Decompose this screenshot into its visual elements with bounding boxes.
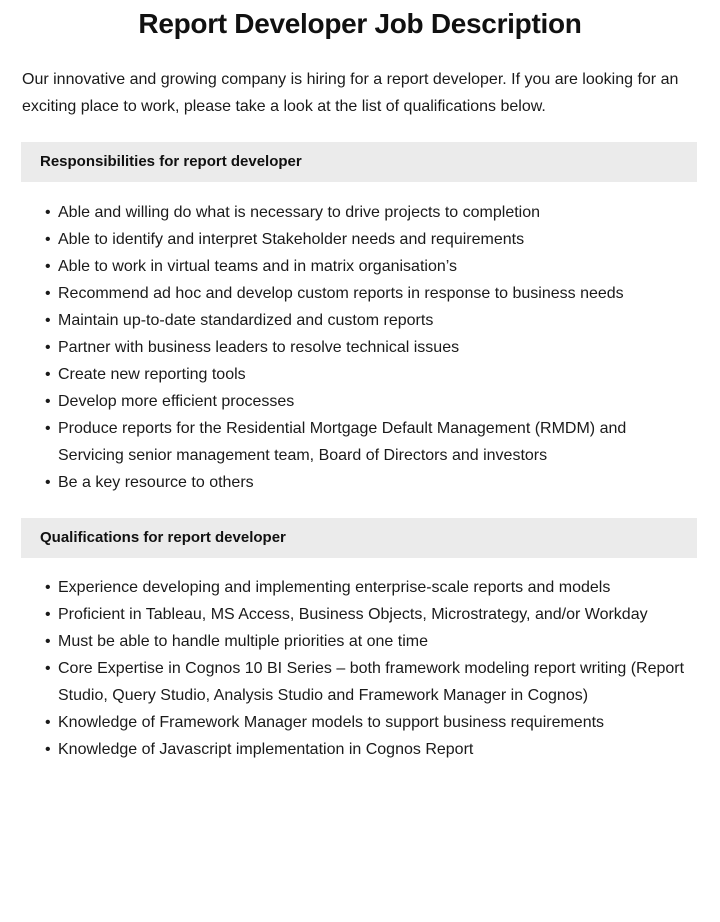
list-item: [45, 307, 696, 334]
bullet-icon: •: [45, 606, 51, 623]
list-item-label: Be a key resource to others: [58, 474, 254, 491]
qualifications-list: [0, 558, 720, 763]
bullet-icon: •: [45, 366, 51, 383]
bullet-icon: •: [45, 474, 51, 491]
bullet-icon: •: [45, 339, 51, 356]
bullet-icon: •: [45, 420, 51, 437]
list-item: [45, 736, 696, 763]
bullet-icon: •: [45, 633, 51, 650]
bullet-icon: •: [45, 204, 51, 221]
list-item: [45, 361, 696, 388]
list-item-label: Create new reporting tools: [58, 366, 246, 383]
section-header-responsibilities: [21, 142, 697, 182]
list-item-label: Experience developing and implementing enterprise-scale reports and models: [58, 579, 611, 596]
list-item-label: Produce reports for the Residential Mortgage Default Management (RMDM) and Servicing senior management team, Board of Directors and investors: [58, 420, 627, 464]
list-item-label: Recommend ad hoc and develop custom reports in response to business needs: [58, 285, 624, 302]
bullet-icon: •: [45, 312, 51, 329]
section-header-responsibilities-label: Responsibilities for report developer: [40, 153, 302, 170]
section-header-qualifications-label: Qualifications for report developer: [40, 529, 286, 546]
list-item: [45, 574, 696, 601]
bullet-icon: •: [45, 660, 51, 677]
section-responsibilities: [0, 142, 720, 496]
list-item-label: Develop more efficient processes: [58, 393, 295, 410]
list-item: [45, 280, 696, 307]
section-qualifications: [0, 518, 720, 763]
bullet-icon: •: [45, 231, 51, 248]
list-item: [45, 388, 696, 415]
responsibilities-list: [0, 182, 720, 496]
bullet-icon: •: [45, 741, 51, 758]
list-item-label: Partner with business leaders to resolve technical issues: [58, 339, 460, 356]
list-item-label: Maintain up-to-date standardized and custom reports: [58, 312, 434, 329]
list-item: [45, 655, 696, 709]
list-item: [45, 334, 696, 361]
bullet-icon: •: [45, 393, 51, 410]
intro-paragraph: Our innovative and growing company is hiring for a report developer. If you are looking for an exciting place to work, please take a look at the list of qualifications below.: [22, 71, 679, 115]
list-item-label: Able and willing do what is necessary to drive projects to completion: [58, 204, 541, 221]
list-item: [45, 199, 696, 226]
list-item: [45, 709, 696, 736]
list-item-label: Core Expertise in Cognos 10 BI Series – both framework modeling report writing (Report Studio, Query Studio, Analysis Studio and Framework Manager in Cognos): [58, 660, 685, 704]
list-item-label: Knowledge of Javascript implementation in Cognos Report: [58, 741, 474, 758]
list-item-label: Proficient in Tableau, MS Access, Business Objects, Microstrategy, and/or Workday: [58, 606, 648, 623]
bullet-icon: •: [45, 285, 51, 302]
list-item: [45, 601, 696, 628]
list-item-label: Able to work in virtual teams and in matrix organisation’s: [58, 258, 457, 275]
bullet-icon: •: [45, 714, 51, 731]
list-item: [45, 415, 696, 469]
page-title: Report Developer Job Description: [138, 8, 582, 39]
list-item: [45, 226, 696, 253]
bullet-icon: •: [45, 258, 51, 275]
list-item-label: Able to identify and interpret Stakeholder needs and requirements: [58, 231, 525, 248]
list-item: [45, 253, 696, 280]
list-item: [45, 469, 696, 496]
section-header-qualifications: [21, 518, 697, 558]
list-item-label: Must be able to handle multiple priorities at one time: [58, 633, 428, 650]
bullet-icon: •: [45, 579, 51, 596]
list-item-label: Knowledge of Framework Manager models to support business requirements: [58, 714, 605, 731]
list-item: [45, 628, 696, 655]
